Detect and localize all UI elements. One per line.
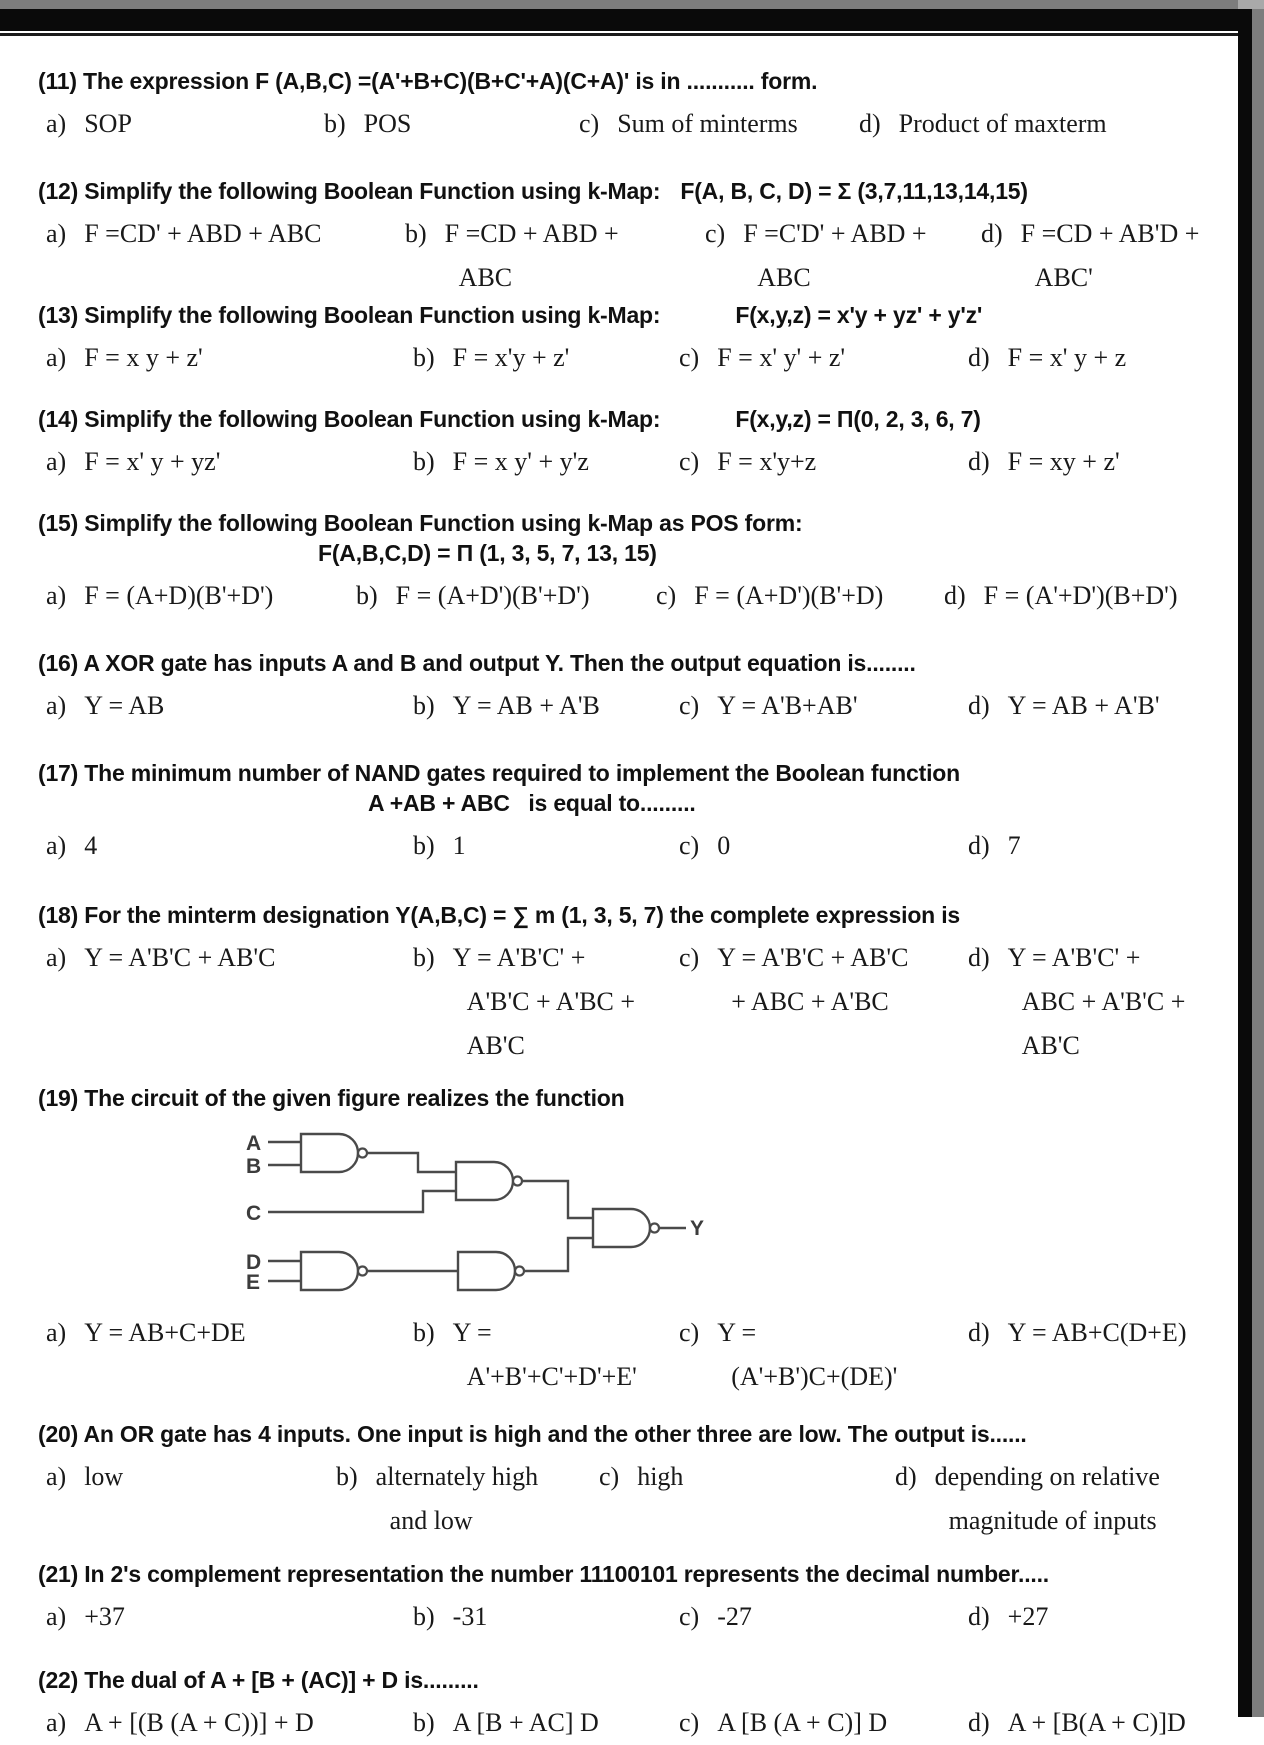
option-label: b) [413, 943, 435, 972]
question-13 [38, 300, 1224, 380]
option-label: c) [579, 109, 600, 138]
option-text: Y = A'B'C + AB'C [717, 943, 909, 972]
option-d [968, 936, 1224, 1068]
option-label: c) [679, 943, 700, 972]
option-b [413, 440, 679, 484]
option-label: b) [413, 691, 435, 720]
option-a [46, 1455, 336, 1543]
option-text-cont: ABC' [1034, 263, 1093, 292]
option-label: d) [981, 219, 1003, 248]
option-a [46, 824, 413, 868]
option-text: +27 [1007, 1602, 1049, 1631]
option-label: b) [405, 219, 427, 248]
option-text-cont: AB'C [466, 1031, 525, 1060]
option-text-cont: ABC + A'B'C + [1021, 987, 1186, 1016]
option-c [599, 1455, 895, 1543]
option-text: F = x'y+z [717, 447, 817, 476]
nand-gate-3 [301, 1252, 358, 1290]
option-text: high [637, 1462, 684, 1491]
option-d [895, 1455, 1224, 1543]
page-right-border [1238, 9, 1252, 1717]
option-text-cont: ABC [458, 263, 513, 292]
page-corner-notch [1238, 0, 1264, 9]
option-label: b) [413, 1708, 435, 1737]
option-b [356, 574, 656, 618]
option-label: c) [679, 1708, 700, 1737]
option-label: d) [944, 581, 966, 610]
page-top-border [0, 9, 1252, 31]
question-stem [38, 404, 1224, 434]
option-text: A [B (A + C)] D [717, 1708, 888, 1737]
option-label: c) [599, 1462, 620, 1491]
option-label: a) [46, 581, 67, 610]
question-stem-line2: A +AB + ABC is equal to......... [368, 790, 696, 816]
nand-gate-1-bubble [358, 1149, 367, 1158]
stem-text: (15) Simplify the following Boolean Function using k-Map as POS form: [38, 510, 803, 536]
option-d [944, 574, 1224, 618]
input-label-c: C [246, 1202, 262, 1225]
option-text-cont: AB'C [1021, 1031, 1080, 1060]
option-text: A [B + AC] D [452, 1708, 599, 1737]
option-label: d) [968, 1602, 990, 1631]
wire-input-c [268, 1191, 456, 1212]
nand-gate-1 [301, 1134, 358, 1172]
option-label: d) [968, 447, 990, 476]
option-label: a) [46, 1462, 67, 1491]
question-stem [38, 66, 1224, 96]
option-label: d) [968, 691, 990, 720]
option-text: F = x y + z' [84, 343, 203, 372]
option-d [968, 336, 1224, 380]
option-b [413, 336, 679, 380]
circuit-figure [238, 1123, 708, 1303]
option-label: a) [46, 1708, 67, 1737]
option-label: c) [679, 691, 700, 720]
question-21 [38, 1559, 1224, 1639]
stem-text: (16) A XOR gate has inputs A and B and output Y. Then the output equation is........ [38, 650, 916, 676]
option-text: SOP [84, 109, 132, 138]
option-b [413, 824, 679, 868]
option-text: Y = AB+C+DE [84, 1318, 246, 1347]
options-row [38, 102, 1224, 146]
option-a [46, 1595, 413, 1639]
option-text: 4 [84, 831, 98, 860]
wire-g2-to-g5 [522, 1181, 593, 1218]
option-c [705, 212, 981, 300]
stem-text: (20) An OR gate has 4 inputs. One input is high and the other three are low. The output is...... [38, 1421, 1027, 1447]
option-text: F =C'D' + ABD + [743, 219, 927, 248]
option-label: b) [413, 831, 435, 860]
option-label: b) [413, 1318, 435, 1347]
question-stem [38, 900, 1224, 930]
question-stem [38, 758, 1224, 788]
stem-text: (19) The circuit of the given figure realizes the function [38, 1085, 625, 1111]
question-18 [38, 900, 1224, 1068]
option-text: Y = A'B'C' + [1007, 943, 1141, 972]
option-c [679, 1701, 968, 1745]
options-row [38, 1701, 1224, 1745]
option-a [46, 574, 356, 618]
option-label: c) [656, 581, 677, 610]
option-label: b) [336, 1462, 358, 1491]
wire-g1-to-g2 [367, 1153, 456, 1172]
option-label: a) [46, 109, 67, 138]
option-text-cont: + ABC + A'BC [731, 987, 889, 1016]
option-c [679, 1595, 968, 1639]
question-14 [38, 404, 1224, 484]
option-text: Y = [452, 1318, 492, 1347]
option-a [46, 440, 413, 484]
option-label: a) [46, 219, 67, 248]
option-label: d) [895, 1462, 917, 1491]
option-label: b) [413, 1602, 435, 1631]
option-c [679, 684, 968, 728]
option-text: 1 [452, 831, 466, 860]
option-text: 7 [1007, 831, 1021, 860]
wire-g4-to-g5 [524, 1238, 593, 1271]
stem-text: (14) Simplify the following Boolean Function using k-Map: [38, 406, 661, 432]
option-label: b) [413, 447, 435, 476]
question-16 [38, 648, 1224, 728]
nand-gate-5-bubble [650, 1224, 659, 1233]
option-label: c) [679, 1318, 700, 1347]
question-12 [38, 176, 1224, 300]
option-text: POS [363, 109, 412, 138]
question-stem [38, 1419, 1224, 1449]
option-text: Y = A'B'C + AB'C [84, 943, 276, 972]
options-row [38, 936, 1224, 1068]
option-text-cont: A'+B'+C'+D'+E' [466, 1362, 637, 1391]
question-11 [38, 66, 1224, 146]
question-15 [38, 508, 1224, 618]
option-text-cont: ABC [757, 263, 811, 292]
option-label: d) [859, 109, 881, 138]
option-d [859, 102, 1224, 146]
option-b [324, 102, 579, 146]
option-text: Product of maxterm [898, 109, 1107, 138]
option-text: F = x' y' + z' [717, 343, 846, 372]
option-text: F = (A+D')(B'+D) [694, 581, 884, 610]
option-label: d) [968, 1318, 990, 1347]
option-c [656, 574, 944, 618]
option-d [968, 1595, 1224, 1639]
stem-text: (21) In 2's complement representation the number 11100101 represents the decimal number..... [38, 1561, 1049, 1587]
option-text: F =CD + AB'D + [1020, 219, 1200, 248]
option-text: F =CD' + ABD + ABC [84, 219, 322, 248]
option-a [46, 1311, 413, 1399]
option-a [46, 684, 413, 728]
option-a [46, 1701, 413, 1745]
options-row [38, 440, 1224, 484]
option-b [413, 684, 679, 728]
question-stem [38, 648, 1224, 678]
option-d [981, 212, 1224, 300]
stem-formula: F(A, B, C, D) = Σ (3,7,11,13,14,15) [680, 178, 1028, 204]
option-text: F = (A+D)(B'+D') [84, 581, 274, 610]
option-label: d) [968, 343, 990, 372]
option-text: Y = [717, 1318, 757, 1347]
stem-text: (22) The dual of A + [B + (AC)] + D is......... [38, 1667, 479, 1693]
option-text: depending on relative [934, 1462, 1160, 1491]
option-text: -31 [452, 1602, 488, 1631]
option-text: Y = AB+C(D+E) [1007, 1318, 1187, 1347]
stem-text: (17) The minimum number of NAND gates required to implement the Boolean function [38, 760, 960, 786]
option-b [405, 212, 705, 300]
question-22 [38, 1665, 1224, 1745]
option-text: -27 [717, 1602, 752, 1631]
option-text: Y = AB + A'B' [1007, 691, 1160, 720]
stem-text: (13) Simplify the following Boolean Function using k-Map: [38, 302, 661, 328]
option-label: d) [968, 1708, 990, 1737]
option-text: F = (A'+D')(B+D') [983, 581, 1178, 610]
option-d [968, 1311, 1224, 1399]
nand-gate-4-bubble [515, 1267, 524, 1276]
option-text: F = x' y + yz' [84, 447, 221, 476]
input-label-b: B [246, 1155, 262, 1178]
options-row [38, 684, 1224, 728]
option-b [413, 1701, 679, 1745]
stem-text: (18) For the minterm designation Y(A,B,C) = ∑ m (1, 3, 5, 7) the complete expression is [38, 902, 960, 928]
option-text: Y = AB [84, 691, 165, 720]
option-c [679, 336, 968, 380]
stem-text: (11) The expression F (A,B,C) =(A'+B+C)(B+C'+A)(C+A)' is in ........... form. [38, 68, 818, 94]
option-c [679, 824, 968, 868]
option-text: A + [B(A + C)]D [1007, 1708, 1186, 1737]
option-text: Y = A'B+AB' [717, 691, 858, 720]
option-text-cont: (A'+B')C+(DE)' [731, 1362, 898, 1391]
question-stem [38, 1559, 1224, 1589]
option-b [336, 1455, 599, 1543]
options-row [38, 1311, 1224, 1399]
options-row [38, 1455, 1224, 1543]
option-text-cont: magnitude of inputs [948, 1506, 1157, 1535]
option-label: d) [968, 831, 990, 860]
option-label: b) [324, 109, 346, 138]
nand-gate-5 [593, 1209, 650, 1247]
page-right-edge [1252, 0, 1264, 1717]
option-c [679, 1311, 968, 1399]
nand-gate-2-bubble [513, 1177, 522, 1186]
option-label: c) [705, 219, 726, 248]
option-label: d) [968, 943, 990, 972]
option-label: a) [46, 1602, 67, 1631]
question-stem [38, 300, 1224, 330]
option-c [679, 936, 968, 1068]
option-text: F = x y' + y'z [452, 447, 589, 476]
option-text: Y = A'B'C' + [452, 943, 586, 972]
nand-gate-2 [456, 1162, 513, 1200]
option-text: F = xy + z' [1007, 447, 1120, 476]
option-text-cont: A'B'C + A'BC + [466, 987, 636, 1016]
option-a [46, 212, 405, 300]
question-stem-line2: F(A,B,C,D) = Π (1, 3, 5, 7, 13, 15) [318, 540, 657, 566]
option-label: a) [46, 691, 67, 720]
option-label: c) [679, 1602, 700, 1631]
option-text: F = x'y + z' [452, 343, 570, 372]
option-label: c) [679, 447, 700, 476]
options-row [38, 1595, 1224, 1639]
option-c [679, 440, 968, 484]
option-label: a) [46, 447, 67, 476]
option-b [413, 936, 679, 1068]
options-row [38, 824, 1224, 868]
question-17 [38, 758, 1224, 868]
option-label: c) [679, 831, 700, 860]
option-d [968, 440, 1224, 484]
option-text: low [84, 1462, 124, 1491]
options-row [38, 336, 1224, 380]
input-label-e: E [246, 1271, 261, 1294]
option-b [413, 1311, 679, 1399]
option-label: a) [46, 831, 67, 860]
option-text: Y = AB + A'B [452, 691, 600, 720]
option-d [968, 1701, 1224, 1745]
stem-formula: F(x,y,z) = Π(0, 2, 3, 6, 7) [735, 406, 981, 432]
option-c [579, 102, 859, 146]
option-text: +37 [84, 1602, 125, 1631]
option-text: 0 [717, 831, 731, 860]
question-stem [38, 508, 1224, 538]
input-label-a: A [246, 1132, 262, 1155]
option-label: a) [46, 343, 67, 372]
exam-page-content [0, 36, 1238, 1745]
nand-gate-3-bubble [358, 1267, 367, 1276]
options-row [38, 212, 1224, 300]
page-top-edge [0, 0, 1264, 9]
stem-text: (12) Simplify the following Boolean Function using k-Map: [38, 178, 661, 204]
option-a [46, 102, 324, 146]
option-label: a) [46, 943, 67, 972]
option-text-cont: and low [389, 1506, 473, 1535]
option-a [46, 936, 413, 1068]
option-text: Sum of minterms [617, 109, 798, 138]
question-20 [38, 1419, 1224, 1543]
option-b [413, 1595, 679, 1639]
option-label: a) [46, 1318, 67, 1347]
nand-gate-4 [458, 1252, 515, 1290]
option-text: F =CD + ABD + [444, 219, 619, 248]
stem-formula: F(x,y,z) = x'y + yz' + y'z' [735, 302, 983, 328]
option-d [968, 684, 1224, 728]
question-stem [38, 1083, 1224, 1113]
option-label: b) [356, 581, 378, 610]
option-a [46, 336, 413, 380]
logic-circuit-diagram [238, 1123, 708, 1303]
input-label-d: D [246, 1251, 262, 1274]
option-text: alternately high [375, 1462, 539, 1491]
option-text: F = x' y + z [1007, 343, 1127, 372]
option-label: b) [413, 343, 435, 372]
option-text: A + [(B (A + C))] + D [84, 1708, 314, 1737]
options-row [38, 574, 1224, 618]
option-label: c) [679, 343, 700, 372]
output-label-y: Y [690, 1217, 705, 1240]
option-text: F = (A+D')(B'+D') [395, 581, 590, 610]
question-stem [38, 176, 1224, 206]
question-stem [38, 1665, 1224, 1695]
question-19 [38, 1083, 1224, 1399]
option-d [968, 824, 1224, 868]
